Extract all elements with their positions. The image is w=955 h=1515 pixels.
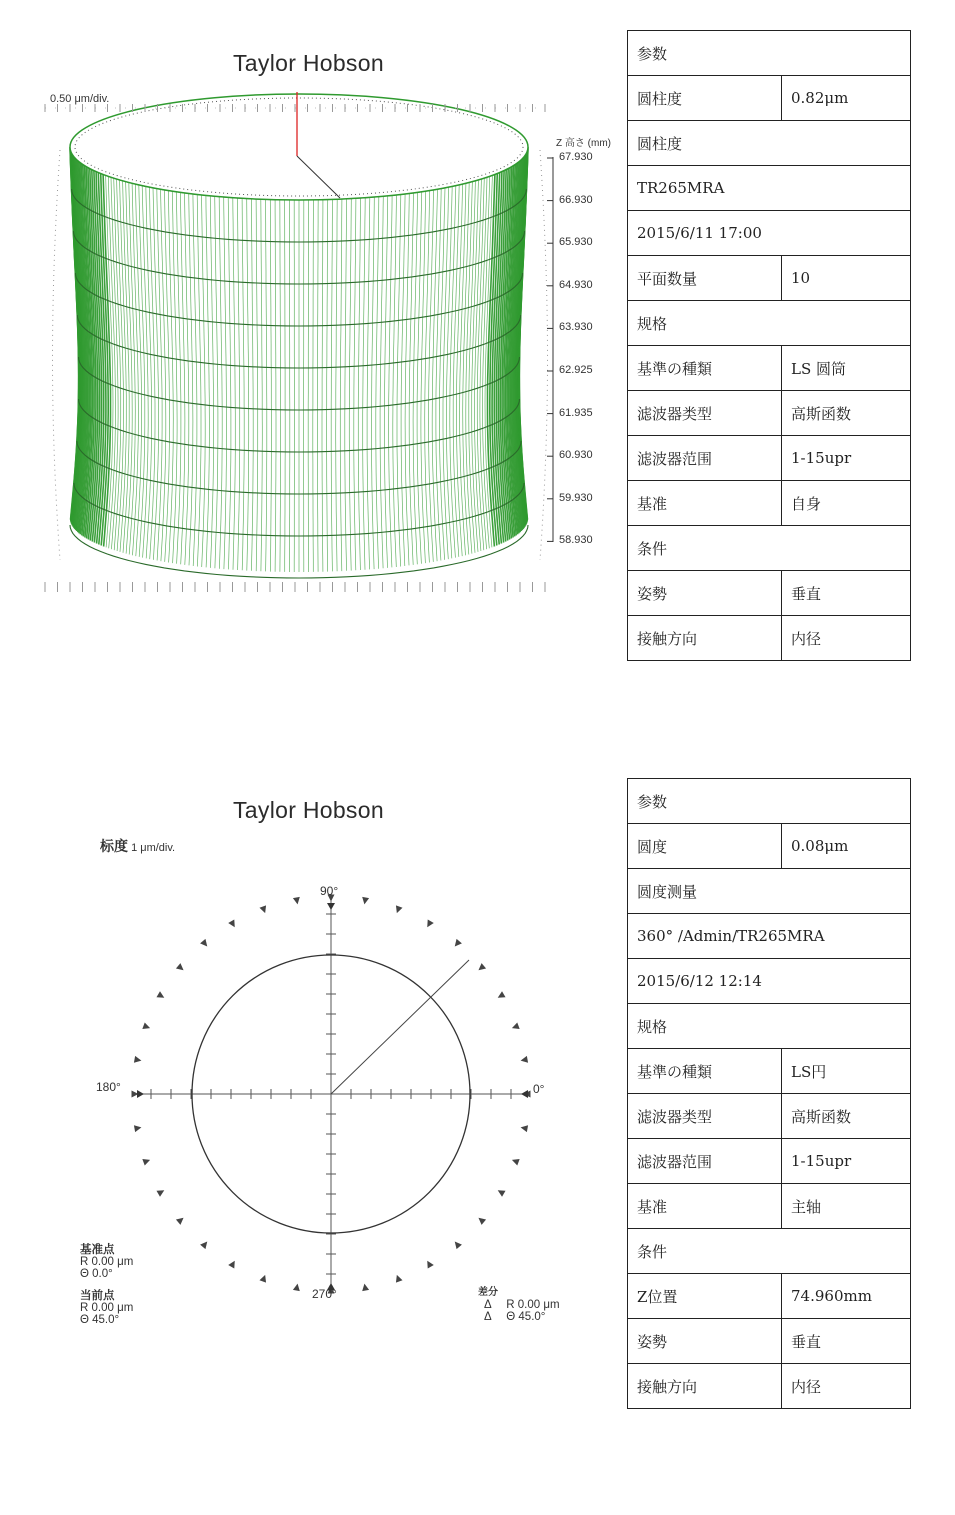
param-row — [628, 301, 911, 346]
param-value: LS 圆筒 — [782, 346, 911, 391]
param-key: 滤波器类型 — [628, 391, 782, 436]
angle-marker — [452, 1239, 462, 1249]
z-tick-label: 67.930 — [559, 151, 593, 163]
param-value: 垂直 — [782, 1319, 911, 1364]
param-row — [628, 1139, 911, 1184]
param-row — [628, 616, 911, 661]
z-tick-label: 60.930 — [559, 449, 593, 462]
param-row — [628, 346, 911, 391]
angle-marker — [424, 919, 434, 929]
difference-info — [478, 1286, 560, 1323]
angle-marker — [176, 963, 186, 973]
param-row — [628, 391, 911, 436]
param-value: 内径 — [782, 1364, 911, 1409]
param-row — [628, 31, 911, 76]
param-cell: 2015/6/12 12:14 — [628, 959, 911, 1004]
angle-marker — [156, 991, 166, 1001]
param-value: 主轴 — [782, 1184, 911, 1229]
param-row — [628, 824, 911, 869]
angle-marker — [134, 1056, 142, 1064]
angle-marker — [452, 939, 462, 949]
param-key: 滤波器范围 — [628, 436, 782, 481]
param-cell: 圆度测量 — [628, 869, 911, 914]
param-row — [628, 166, 911, 211]
param-key: 圆柱度 — [628, 76, 782, 121]
angle-marker — [496, 991, 506, 1001]
z-tick-label: 65.930 — [559, 236, 593, 249]
angle-marker — [142, 1157, 151, 1166]
param-cell: TR265MRA — [628, 166, 911, 211]
side-guide — [540, 150, 548, 560]
param-row — [628, 256, 911, 301]
brand-title: Taylor Hobson — [233, 50, 384, 76]
scale-value: 1 μm/div. — [131, 842, 176, 854]
angle-marker — [511, 1157, 520, 1166]
angle-marker — [200, 1239, 210, 1249]
angle-0-label: 0° — [533, 1082, 545, 1096]
param-value: 自身 — [782, 481, 911, 526]
angle-marker — [228, 919, 238, 929]
z-tick-label: 61.935 — [559, 406, 593, 419]
param-value: 0.08μm — [782, 824, 911, 869]
angle-marker — [511, 1022, 520, 1031]
scale-label: 0.50 μm/div. — [50, 93, 110, 105]
param-row — [628, 914, 911, 959]
angle-marker — [520, 1056, 528, 1064]
angle-marker — [156, 1187, 166, 1197]
angle-marker — [394, 1274, 403, 1283]
param-cell: 条件 — [628, 526, 911, 571]
diff-theta: Θ 45.0° — [506, 1311, 546, 1323]
arrow-180 — [137, 1090, 144, 1098]
arrow-90 — [327, 903, 335, 910]
param-key: 圆度 — [628, 824, 782, 869]
param-value: 内径 — [782, 616, 911, 661]
angle-marker — [176, 1215, 186, 1225]
cur-point-theta: Θ 45.0° — [80, 1314, 120, 1326]
angle-marker — [476, 963, 486, 973]
param-value: 垂直 — [782, 571, 911, 616]
param-row — [628, 1049, 911, 1094]
angle-marker — [476, 1215, 486, 1225]
param-key: 接触方向 — [628, 1364, 782, 1409]
cylinder-top-face — [70, 94, 528, 200]
param-row — [628, 121, 911, 166]
param-row — [628, 779, 911, 824]
param-cell: 参数 — [628, 779, 911, 824]
side-guide — [53, 150, 61, 560]
param-key: 滤波器范围 — [628, 1139, 782, 1184]
param-cell: 360° /Admin/TR265MRA — [628, 914, 911, 959]
param-row — [628, 1094, 911, 1139]
param-key: 基准 — [628, 1184, 782, 1229]
angle-marker — [520, 1124, 528, 1132]
cylindricity-params-table — [627, 30, 911, 661]
angle-marker — [142, 1022, 151, 1031]
angle-marker — [293, 897, 301, 905]
param-cell: 规格 — [628, 301, 911, 346]
param-value: 10 — [782, 256, 911, 301]
cylinder-lines — [70, 147, 528, 572]
angle-marker — [424, 1259, 434, 1269]
reference-point-info — [80, 1244, 133, 1280]
cylindricity-plot — [0, 0, 620, 700]
param-key: 基準の種類 — [628, 346, 782, 391]
angle-marker — [361, 1283, 369, 1291]
z-tick-label: 64.930 — [559, 278, 593, 291]
param-row — [628, 1229, 911, 1274]
angle-marker — [496, 1187, 506, 1197]
param-value: 高斯函数 — [782, 1094, 911, 1139]
angle-marker — [200, 939, 210, 949]
angle-90-label: 90° — [320, 884, 339, 898]
param-row — [628, 436, 911, 481]
angle-270-label: 270° — [312, 1287, 337, 1301]
ref-point-r: R 0.00 μm — [80, 1256, 134, 1268]
z-tick-label: 66.930 — [559, 193, 593, 206]
param-key: 接触方向 — [628, 616, 782, 661]
param-row — [628, 481, 911, 526]
param-row — [628, 1004, 911, 1049]
pointer-line — [331, 960, 469, 1094]
diff-delta: Δ — [484, 1299, 492, 1311]
current-point-info — [80, 1290, 133, 1326]
param-row — [628, 1274, 911, 1319]
brand-title: Taylor Hobson — [233, 797, 384, 823]
angle-marker — [394, 905, 403, 914]
angle-marker — [259, 1274, 268, 1283]
param-key: 姿勢 — [628, 571, 782, 616]
scale-label-text: 标度 — [100, 838, 128, 854]
param-cell: 2015/6/11 17:00 — [628, 211, 911, 256]
ref-point-theta: Θ 0.0° — [80, 1268, 113, 1280]
angle-180-label: 180° — [96, 1080, 121, 1094]
param-key: 平面数量 — [628, 256, 782, 301]
z-tick-label: 62.925 — [559, 364, 593, 376]
param-key: 基准 — [628, 481, 782, 526]
angle-marker — [361, 897, 369, 905]
angle-marker — [228, 1259, 238, 1269]
param-key: 基準の種類 — [628, 1049, 782, 1094]
diff-title: 差分 — [478, 1287, 498, 1298]
param-row — [628, 1319, 911, 1364]
cur-point-r: R 0.00 μm — [80, 1302, 134, 1314]
param-row — [628, 571, 911, 616]
cur-point-title: 当前点 — [80, 1290, 115, 1302]
angle-marker — [293, 1283, 301, 1291]
z-tick-label: 63.930 — [559, 321, 593, 334]
param-row — [628, 76, 911, 121]
param-value: 0.82μm — [782, 76, 911, 121]
param-key: 姿勢 — [628, 1319, 782, 1364]
param-row — [628, 869, 911, 914]
angle-marker — [134, 1124, 142, 1132]
param-value: 高斯函数 — [782, 391, 911, 436]
param-cell: 条件 — [628, 1229, 911, 1274]
z-tick-label: 58.930 — [559, 534, 593, 547]
param-value: 1-15upr — [782, 1139, 911, 1184]
z-tick-label: 59.930 — [559, 491, 593, 504]
diff-delta: Δ — [484, 1311, 492, 1323]
param-row — [628, 959, 911, 1004]
ref-point-title: 基准点 — [80, 1244, 115, 1256]
angle-marker — [259, 905, 268, 914]
param-row — [628, 1184, 911, 1229]
param-row — [628, 211, 911, 256]
param-key: 滤波器类型 — [628, 1094, 782, 1139]
param-row — [628, 1364, 911, 1409]
param-key: Z位置 — [628, 1274, 782, 1319]
roundness-plot — [0, 760, 620, 1400]
roundness-params-table — [627, 778, 911, 1409]
param-value: 74.960mm — [782, 1274, 911, 1319]
param-cell: 参数 — [628, 31, 911, 76]
arrow-0 — [521, 1090, 528, 1098]
z-axis-label: Z 高さ (mm) — [556, 138, 611, 149]
param-value: LS円 — [782, 1049, 911, 1094]
param-value: 1-15upr — [782, 436, 911, 481]
cylinder-mesh — [0, 0, 620, 700]
param-row — [628, 526, 911, 571]
param-cell: 规格 — [628, 1004, 911, 1049]
diff-r: R 0.00 μm — [506, 1299, 560, 1311]
param-cell: 圆柱度 — [628, 121, 911, 166]
